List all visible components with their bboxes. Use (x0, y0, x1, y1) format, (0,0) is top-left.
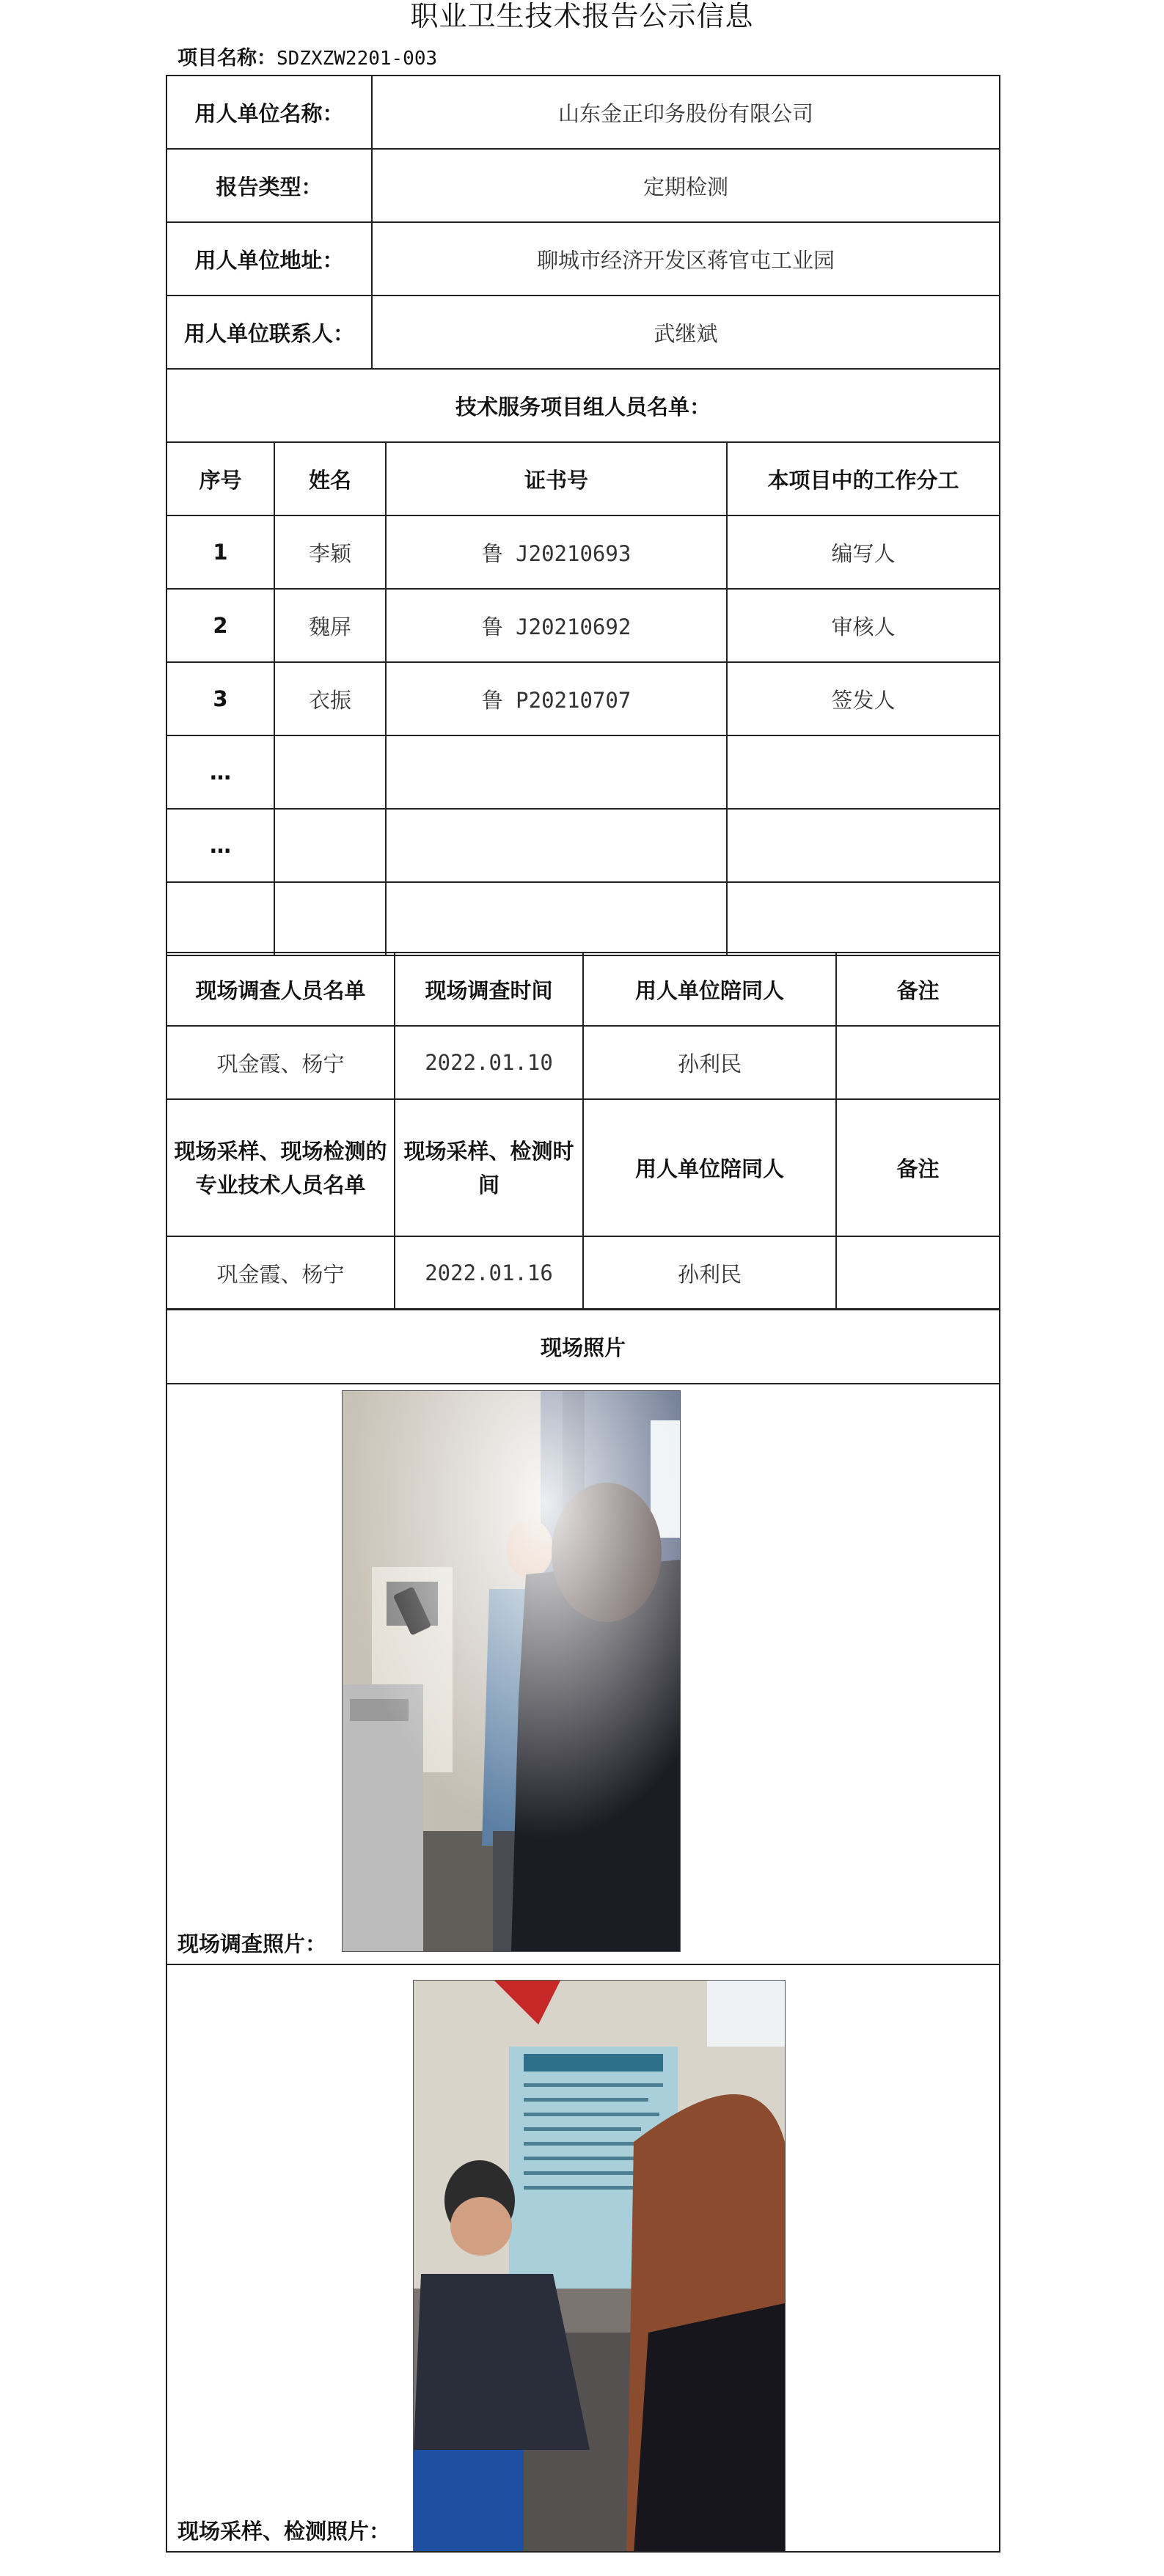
info-row (166, 296, 1000, 369)
survey-table (166, 952, 1000, 1310)
table-cell: 鲁 J20210693 (386, 515, 727, 589)
header-cell: 现场采样、现场检测的专业技术人员名单 (166, 1099, 395, 1236)
table-cell: 孙利民 (583, 1026, 836, 1099)
project-code: SDZXZW2201-003 (277, 48, 438, 70)
survey-photo-caption: 现场调查照片： (177, 1931, 327, 1956)
sampling-header-row (166, 1099, 1000, 1236)
table-cell: 2022.01.10 (395, 1026, 583, 1099)
team-heading: 技术服务项目组人员名单： (166, 369, 1000, 442)
header-cell: 本项目中的工作分工 (727, 442, 1000, 515)
table-cell: 李颖 (274, 515, 386, 589)
info-label: 报告类型： (166, 149, 372, 222)
table-cell: 巩金霞、杨宁 (166, 1026, 395, 1099)
project-line (177, 45, 437, 72)
table-cell (836, 1236, 1000, 1310)
table-cell: 2 (166, 589, 274, 662)
table-row (166, 662, 1000, 735)
table-cell: 1 (166, 515, 274, 589)
table-cell (386, 882, 727, 955)
table-cell (727, 882, 1000, 955)
table-cell: 2022.01.16 (395, 1236, 583, 1310)
table-row (166, 515, 1000, 589)
table-cell: 巩金霞、杨宁 (166, 1236, 395, 1310)
sampling-row (166, 1236, 1000, 1310)
header-cell: 证书号 (386, 442, 727, 515)
info-row (166, 149, 1000, 222)
info-label: 用人单位联系人： (166, 296, 372, 369)
table-row (166, 589, 1000, 662)
table-cell: 签发人 (727, 662, 1000, 735)
project-label: 项目名称： (177, 47, 277, 70)
info-value: 武继斌 (372, 296, 1000, 369)
photos-heading: 现场照片 (166, 1309, 1000, 1384)
table-cell (274, 882, 386, 955)
table-cell (836, 1026, 1000, 1099)
table-cell: … (166, 809, 274, 882)
table-cell (274, 809, 386, 882)
sampling-photo (413, 1980, 786, 2552)
survey-photo (342, 1390, 681, 1952)
table-cell: 衣振 (274, 662, 386, 735)
table-cell: 编写人 (727, 515, 1000, 589)
table-cell: 魏屏 (274, 589, 386, 662)
info-row (166, 76, 1000, 149)
header-cell: 姓名 (274, 442, 386, 515)
header-cell: 现场采样、检测时间 (395, 1099, 583, 1236)
photos-table (166, 1308, 1000, 2553)
table-cell (166, 882, 274, 955)
table-row (166, 735, 1000, 809)
table-cell: … (166, 735, 274, 809)
info-team-table (166, 75, 1000, 956)
table-cell: 鲁 P20210707 (386, 662, 727, 735)
table-cell (386, 735, 727, 809)
info-value: 聊城市经济开发区蒋官屯工业园 (372, 222, 1000, 296)
header-cell: 用人单位陪同人 (583, 1099, 836, 1236)
table-cell (274, 735, 386, 809)
header-cell: 现场调查时间 (395, 953, 583, 1026)
table-row (166, 882, 1000, 955)
header-cell: 备注 (836, 953, 1000, 1026)
info-value: 山东金正印务股份有限公司 (372, 76, 1000, 149)
header-cell: 序号 (166, 442, 274, 515)
info-label: 用人单位地址： (166, 222, 372, 296)
sampling-photo-caption: 现场采样、检测照片： (177, 2519, 391, 2544)
survey-header-row (166, 953, 1000, 1026)
header-cell: 现场调查人员名单 (166, 953, 395, 1026)
table-cell (386, 809, 727, 882)
table-cell (727, 735, 1000, 809)
info-label: 用人单位名称： (166, 76, 372, 149)
table-row (166, 809, 1000, 882)
team-header-row (166, 442, 1000, 515)
table-cell: 鲁 J20210692 (386, 589, 727, 662)
survey-row (166, 1026, 1000, 1099)
survey-photo-cell (166, 1384, 1000, 1964)
info-value: 定期检测 (372, 149, 1000, 222)
table-cell: 3 (166, 662, 274, 735)
header-cell: 用人单位陪同人 (583, 953, 836, 1026)
header-cell: 备注 (836, 1099, 1000, 1236)
table-cell: 孙利民 (583, 1236, 836, 1310)
sampling-photo-cell (166, 1964, 1000, 2552)
page-title: 职业卫生技术报告公示信息 (410, 0, 754, 32)
info-row (166, 222, 1000, 296)
table-cell: 审核人 (727, 589, 1000, 662)
table-cell (727, 809, 1000, 882)
